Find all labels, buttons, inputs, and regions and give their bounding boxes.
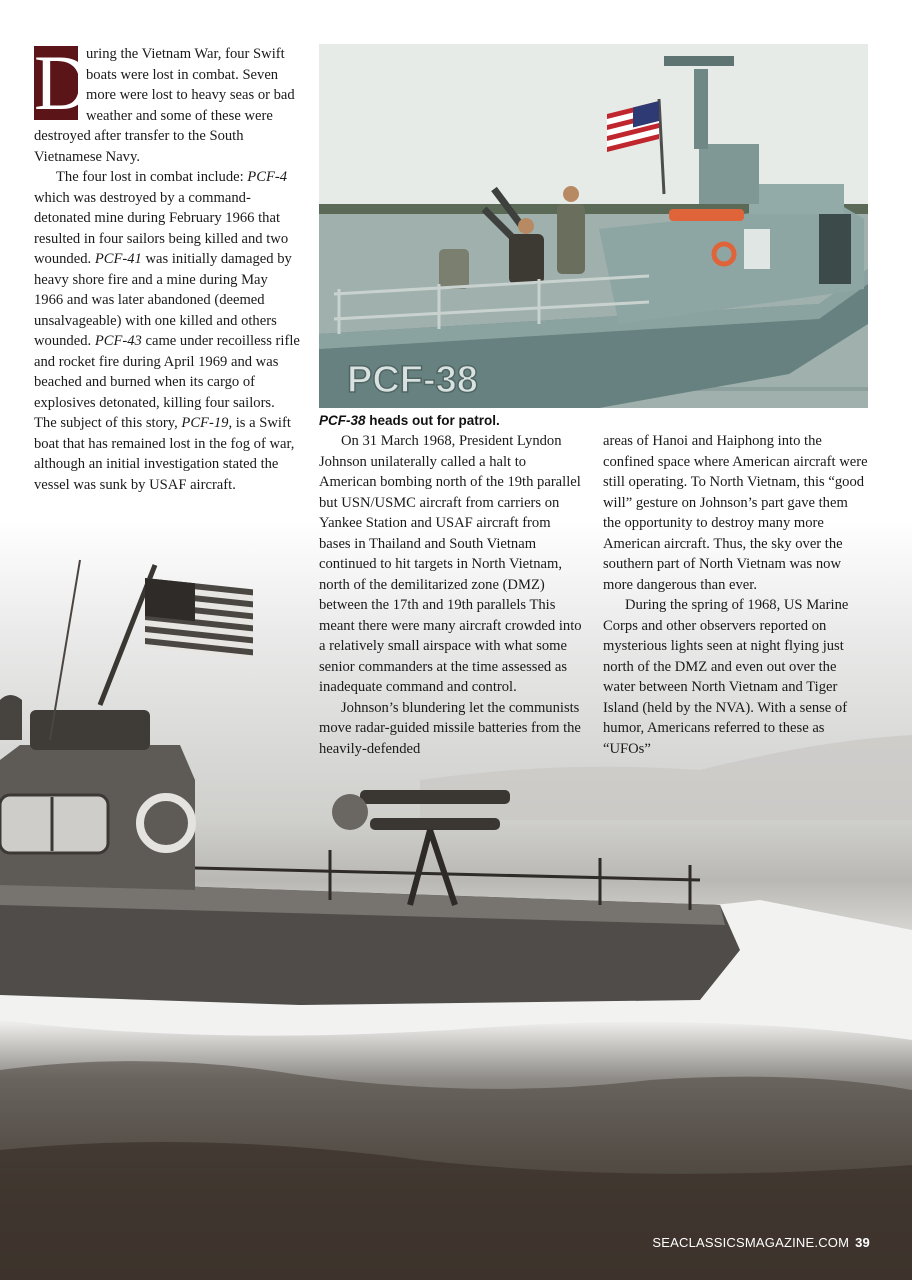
footer-site: SEACLASSICSMAGAZINE.COM bbox=[652, 1235, 850, 1250]
page-number: 39 bbox=[855, 1235, 870, 1250]
column-2 bbox=[319, 431, 584, 759]
hull-marking: PCF-38 bbox=[347, 359, 478, 401]
caption-text: heads out for patrol. bbox=[365, 413, 500, 428]
photo-caption bbox=[319, 413, 868, 428]
paragraph-1: D uring the Vietnam War, four Swift boats were lost in combat. Seven more were lost to heavy seas or bad weather and some of these were destroyed after transfer to the South Vietnamese Navy. bbox=[34, 39, 295, 165]
paragraph-4-continued: areas of Hanoi and Haiphong into the confined space where American aircraft were still operating. To North Vietnam, this “good will” gesture on Johnson’s part gave them the opportunity to destroy many more American aircraft. Thus, the sky over the southern part of North Vietnam was now more dangerous than ever. bbox=[603, 433, 868, 593]
boat-name: PCF-43 bbox=[94, 333, 142, 349]
caption-boat: PCF-38 bbox=[319, 413, 366, 428]
boat-name: PCF-19 bbox=[181, 415, 229, 431]
pcf-38-photo bbox=[319, 44, 868, 408]
paragraph-4: Johnson’s blundering let the communists move radar-guided missile batteries from the heavily-defended bbox=[319, 699, 581, 757]
column-3 bbox=[603, 431, 868, 759]
paragraph-2: The four lost in combat include: PCF-4 which was destroyed by a command-detonated mine during February 1966 that resulted in four sailors being killed and two wounded. PCF-41 was initially damaged by heavy shore fire and a mine during May 1966 and was later abandoned (deemed unsalvageable) with one killed and others wounded. PCF-43 came under recoilless rifle and rocket fire during April 1969 and was beached and burned when its cargo of explosives detonated, killing four sailors. The subject of this story, PCF-19, is a Swift boat that has remained lost in the fog of war, although an initial investigation stated the vessel was sunk by USAF aircraft. bbox=[34, 169, 300, 493]
boat-name: PCF-4 bbox=[247, 169, 288, 185]
pcf-38-illustration bbox=[319, 44, 868, 408]
column-1 bbox=[34, 39, 300, 495]
drop-cap: D bbox=[34, 39, 91, 126]
paragraph-3: On 31 March 1968, President Lyndon Johnson unilaterally called a halt to American bombing north of the 19th parallel but USN/USMC aircraft from carriers on Yankee Station and USAF aircraft from bases in Thailand and South Vietnam continued to hit targets in North Vietnam, north of the demilitarized zone (DMZ) between the 17th and 19th parallels This meant there were many aircraft crowded into a relatively small airspace with what some senior commanders at the time assessed as inadequate command and control. bbox=[319, 433, 582, 695]
page-footer bbox=[652, 1235, 870, 1250]
paragraph-5: During the spring of 1968, US Marine Corps and other observers reported on mysterious lights seen at night flying just north of the DMZ and even out over the water between North Vietnam and Tiger Island (held by the NVA). With a sense of humor, Americans referred to these as “UFOs” bbox=[603, 597, 849, 757]
boat-name: PCF-41 bbox=[94, 251, 142, 267]
